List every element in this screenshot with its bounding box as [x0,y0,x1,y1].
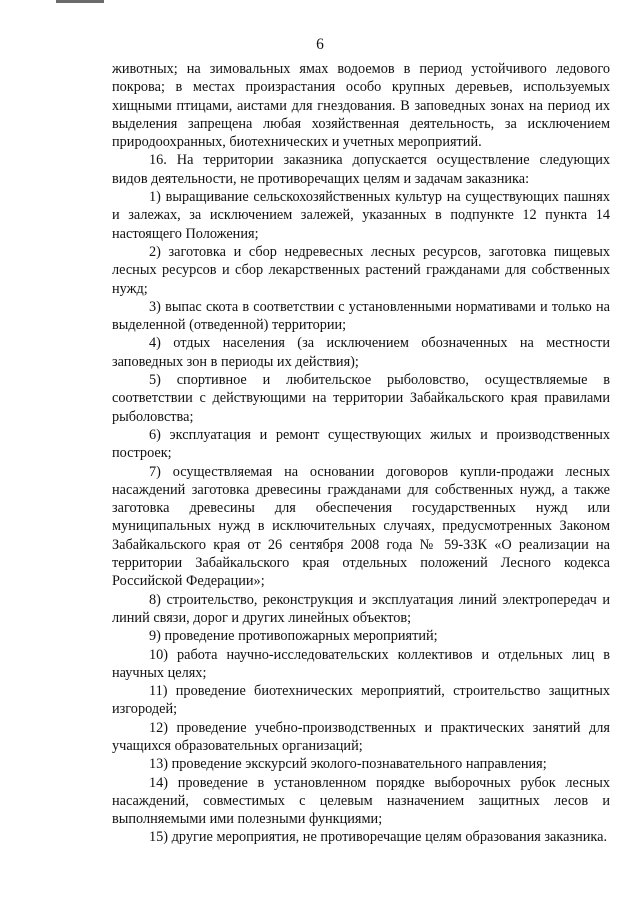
list-item-2: 2) заготовка и сбор недревесных лесных ресурсов, заготовка пищевых лесных ресурсов и сбор лекарственных растений гражданами для собственных нужд; [112,243,610,297]
list-item-1: 1) выращивание сельскохозяйственных культур на существующих пашнях и залежах, за исключением залежей, указанных в подпункте 12 пункта 14 настоящего Положения; [112,189,610,242]
list-item-14: 14) проведение в установленном порядке выборочных рубок лесных насаждений, совместимых с целевым назначением защитных лесов и выполняемыми ими полезными функциями; [112,774,610,828]
list-item-8: 8) строительство, реконструкция и эксплуатация линий электропередач и линий связи, дорог и других линейных объектов; [112,591,610,626]
list-item-9: 9) проведение противопожарных мероприятий; [149,628,438,645]
list-item-4: 4) отдых населения (за исключением обозначенных на местности заповедных зон в периоды их действия); [112,335,610,370]
list-item-6: 6) эксплуатация и ремонт существующих жилых и производственных построек; [112,426,610,462]
list-item-12: 12) проведение учебно-производственных и практических занятий для учащихся образовательных организаций; [112,719,610,754]
list-item-5: 5) спортивное и любительское рыболовство, осуществляемые в соответствии с действующими на территории Забайкальского края правилами рыболовства; [112,372,610,425]
list-item-10: 10) работа научно-исследовательских коллективов и отдельных лиц в научных целях; [112,646,610,681]
paragraph-continuation: животных; на зимовальных ямах водоемов в период устойчивого ледового покрова; в местах произрастания особо крупных деревьев, используемых хищными птицами, аистами для гнездования. В заповедных зонах на период их выделения запрещена любая хозяйственная деятельность, за исключением природоохранных, биотехнических и учетных мероприятий. [112,61,610,151]
list-item-11: 11) проведение биотехнических мероприятий, строительство защитных изгородей; [112,683,610,718]
paragraph-item-16: 16. На территории заказника допускается осуществление следующих видов деятельности, не противоречащих целям и задачам заказника: [112,152,610,187]
page-number: 6 [316,36,324,53]
document-body [112,60,610,847]
page-edge-mark [56,0,104,3]
list-item-15: 15) другие мероприятия, не противоречащие целям образования заказника. [149,829,608,846]
list-item-7: 7) осуществляемая на основании договоров купли-продажи лесных насаждений заготовка древесины гражданами для собственных нужд, а также заготовка древесины для обеспечения государственных нужд или муниципальных нужд в исключительных случаях, предусмотренных Законом Забайкальского края от 26 сентября 2008 года № 59-ЗЗК «О реализации на территории Забайкальского края отдельных положений Лесного кодекса Российской Федерации»; [112,463,610,590]
list-item-3: 3) выпас скота в соответствии с установленными нормативами и только на выделенной (отведенной) территории; [112,298,610,334]
list-item-13: 13) проведение экскурсий эколого-познавательного направления; [149,756,547,773]
